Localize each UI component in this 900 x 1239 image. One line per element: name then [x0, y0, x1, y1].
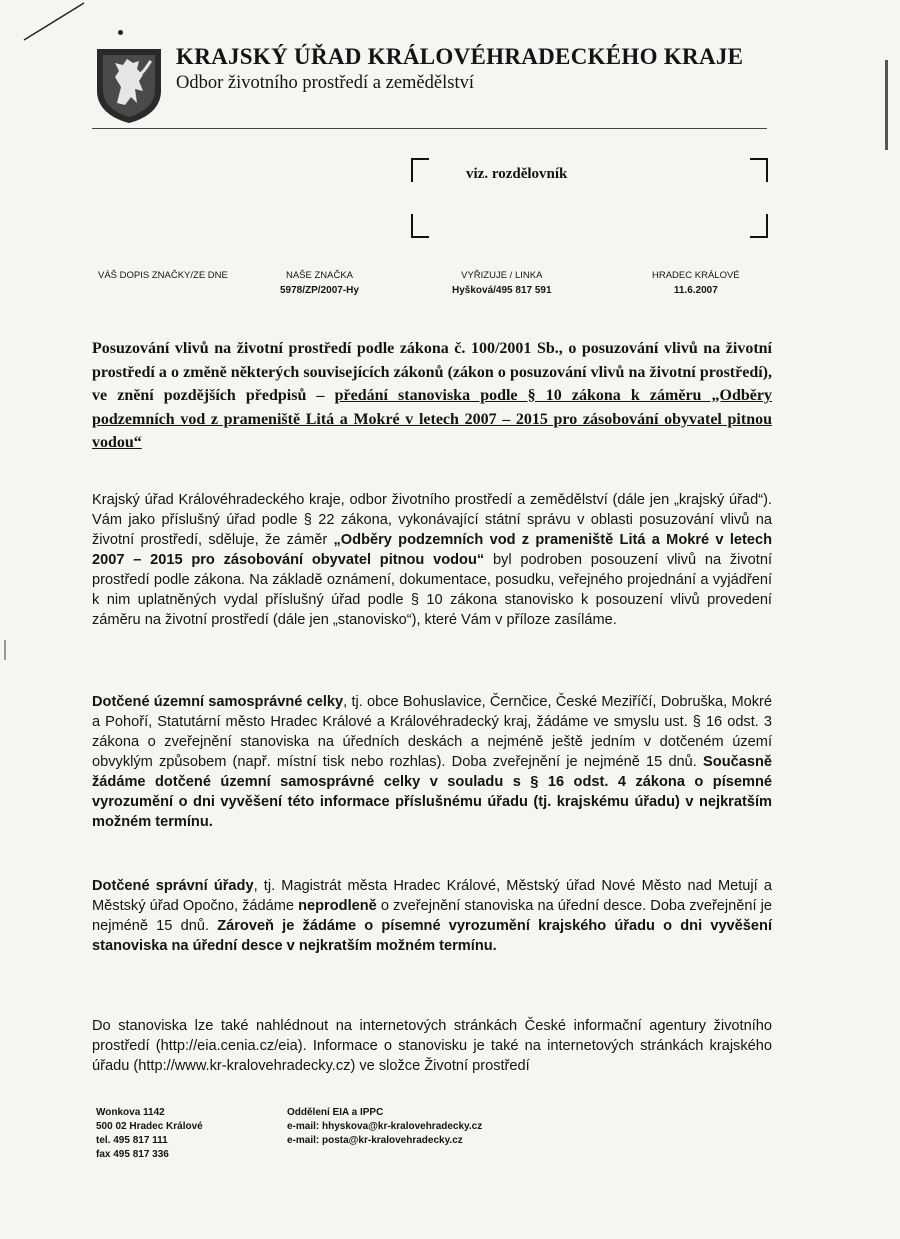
scan-edge — [885, 60, 888, 150]
paragraph-municipalities — [92, 692, 772, 832]
paragraph-decision — [92, 490, 772, 630]
handled-by — [452, 268, 552, 298]
margin-mark — [4, 640, 6, 660]
paragraph1-part-c: byl podroben posouzení vlivů na životní prostředí podle zákona. Na základě oznámení, dokumentace, posudku, veřejného projednání a vyjádření k nim uplatněných vydal příslušný úřad podle § 10 zákona stanovisko k posouzení vlivů provedení záměru na životní prostředí (dále jen „stanovisko“), které Vám v příloze zasíláme. — [92, 552, 773, 628]
addressee: viz. rozdělovník — [466, 166, 568, 182]
footer-fax: fax 495 817 336 — [96, 1149, 169, 1160]
paragraph3-part-b: , tj. Magistrát města Hradec Králové, Městský úřad Nové Město nad Metují a Městský úřad Opočno, žádáme — [92, 878, 772, 914]
paragraph3-part-e: Zároveň je žádáme o písemné vyrozumění krajského úřadu o dni vyvěšení stanoviska na úřední desce v nejkratším možném termínu. — [92, 918, 772, 954]
paragraph2-part-c: Současně žádáme dotčené územní samosprávné celky v souladu s § 16 odst. 4 zákona o písemné vyrozumění o dni vyvěšení této informace příslušnému úřadu (tj. krajskému úřadu) v nejkratším možném termínu. — [92, 754, 772, 830]
place-label: HRADEC KRÁLOVÉ — [652, 270, 740, 281]
paragraph3-part-d: o zveřejnění stanoviska na úřední desce. Doba zveřejnění je nejméně 15 dnů. — [92, 898, 772, 934]
footer-dept: Oddělení EIA a IPPC — [287, 1107, 384, 1118]
paragraph2-part-a: Dotčené územní samosprávné celky — [92, 694, 344, 710]
your-letter — [98, 268, 228, 283]
footer-department — [287, 1106, 482, 1148]
coat-of-arms-icon — [95, 47, 163, 125]
footer-email-2: e-mail: posta@kr-kralovehradecky.cz — [287, 1135, 463, 1146]
handled-by-label: VYŘIZUJE / LINKA — [461, 270, 543, 281]
place-date — [652, 268, 740, 298]
address-window — [411, 158, 768, 238]
project-name: „Odběry podzemních vod z prameniště Litá a Mokré v letech 2007 – 2015 pro zásobování obyvatel pitnou vodou“ — [92, 532, 772, 568]
subject-underlined: předání stanoviska podle § 10 zákona k záměru „Odběry podzemních vod z prameniště Litá a Mokré v letech 2007 – 2015 pro zásobování obyvatel pitnou vodou“ — [92, 387, 773, 451]
paragraph1-part-a: Krajský úřad Královéhradeckého kraje, odbor životního prostředí a zemědělství (dále jen „krajský úřad“). Vám jako příslušný úřad podle § 22 zákona, vykonávající státní správu v oblasti posuzování vlivů na životní prostředí, sděluje, že záměr — [92, 492, 772, 548]
our-reference-label: NAŠE ZNAČKA — [285, 270, 353, 281]
subject-main: Posuzování vlivů na životní prostředí podle zákona č. 100/2001 Sb., o posuzování vlivů na životní prostředí a o změně některých souvisejících zákonů (zákon o posuzování vlivů na životní prostředí), ve znění pozdějších předpisů – — [92, 340, 772, 404]
paragraph-websites: Do stanoviska lze také nahlédnout na internetových stránkách České informační agentury životního prostředí (http://eia.cenia.cz/eia). Informace o stanovisku je také na internetových stránkách krajského úřadu (http://www.kr-kralovehradecky.cz) ve složce Životní prostředí — [92, 1018, 772, 1074]
ink-dot — [118, 30, 123, 35]
department-name: Odbor životního prostředí a zemědělství — [176, 73, 474, 93]
your-letter-label: VÁŠ DOPIS ZNAČKY/ZE DNE — [98, 270, 228, 281]
authority-title: KRAJSKÝ ÚŘAD KRÁLOVÉHRADECKÉHO KRAJE — [176, 44, 744, 69]
our-reference — [280, 268, 359, 298]
footer-contact — [96, 1106, 203, 1162]
paragraph2-part-b: , tj. obce Bohuslavice, Černčice, České Meziříčí, Dobruška, Mokré a Pohoří, Statutární město Hradec Králové a Královéhradecký kraj, žádáme ve smyslu ust. § 16 odst. 3 zákona o zveřejnění stanoviska na úředních deskách a nejméně ještě jedním v dotčeném území obvyklým způsobem (např. místní tisk nebo rozhlas). Doba zveřejnění je nejméně 15 dnů. — [92, 694, 772, 770]
subject-heading — [92, 337, 772, 455]
footer-email-1: e-mail: hhyskova@kr-kralovehradecky.cz — [287, 1121, 483, 1132]
footer-phone: tel. 495 817 111 — [96, 1135, 168, 1146]
paragraph-authorities — [92, 876, 772, 956]
footer-city: 500 02 Hradec Králové — [96, 1121, 203, 1132]
our-reference-value: 5978/ZP/2007-Hy — [280, 285, 359, 296]
footer-street: Wonkova 1142 — [96, 1107, 165, 1118]
date-value: 11.6.2007 — [673, 285, 718, 296]
header-rule — [92, 128, 767, 129]
paragraph3-part-c: neprodleně — [298, 898, 377, 914]
paragraph3-part-a: Dotčené správní úřady — [92, 878, 254, 894]
pen-stroke — [22, 0, 92, 50]
handled-by-value: Hyšková/495 817 591 — [452, 285, 552, 296]
